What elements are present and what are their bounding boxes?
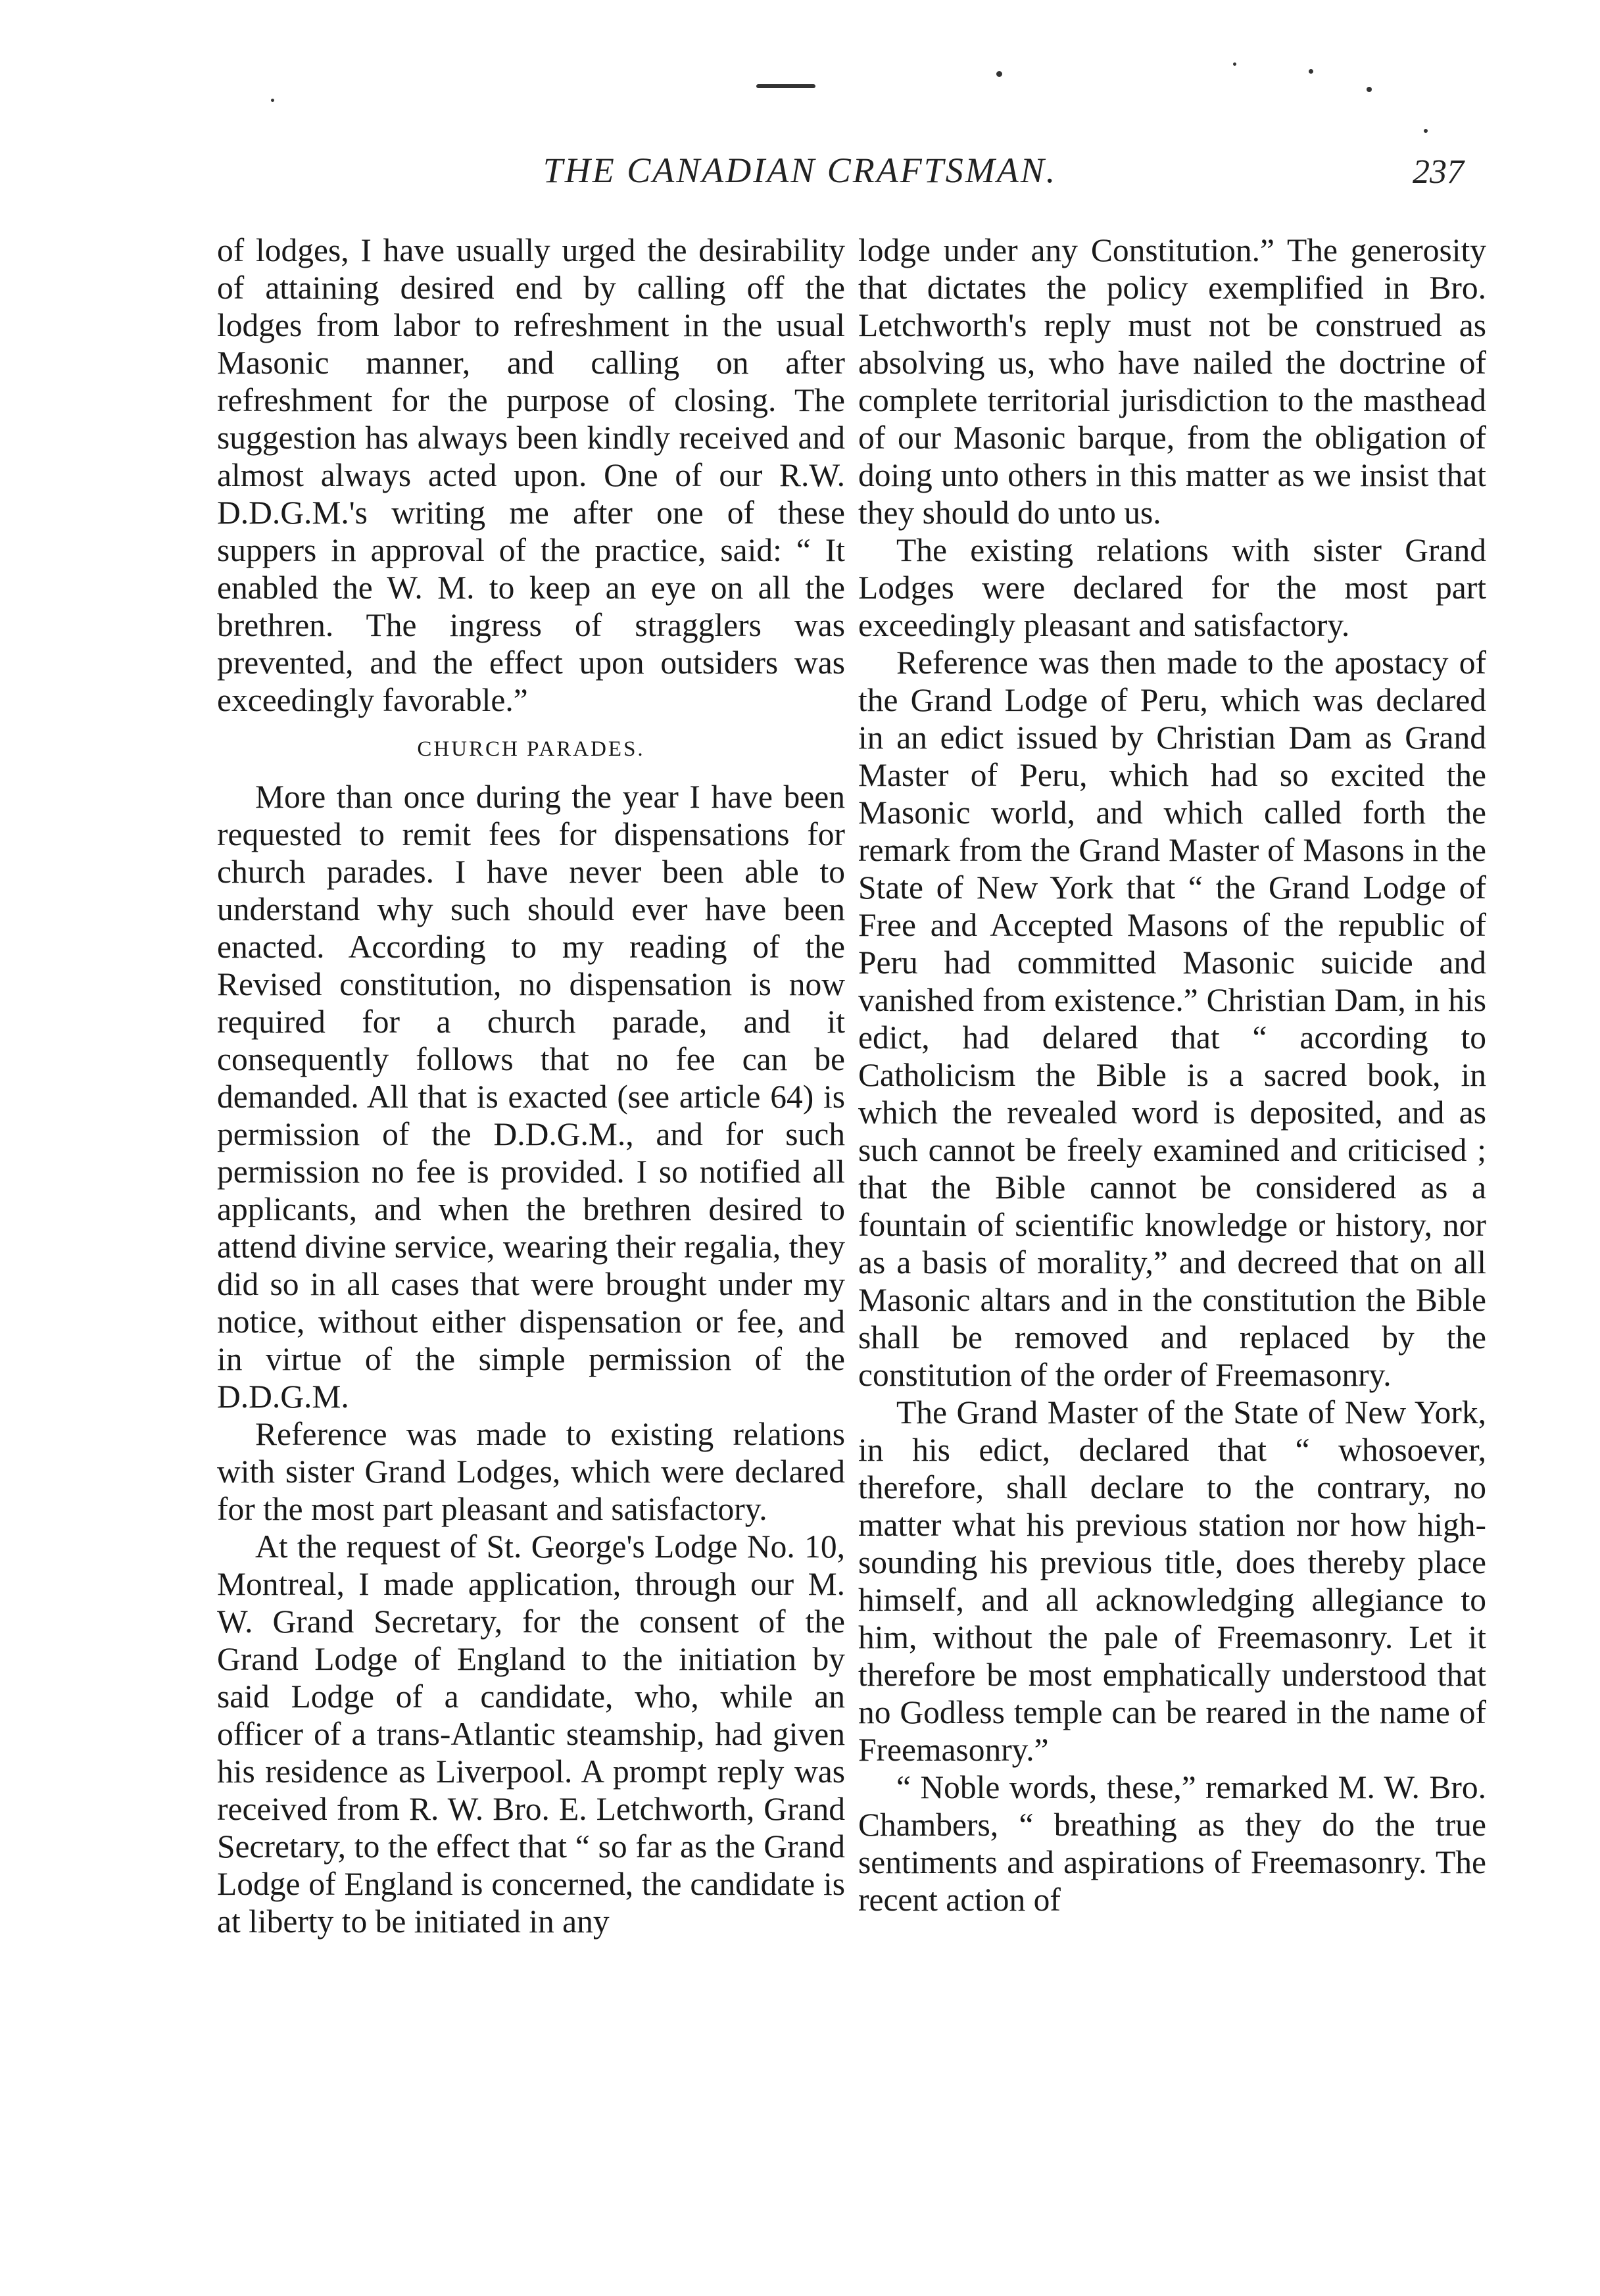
right-paragraph-5: “ Noble words, these,” remarked M. W. Bro. Chambers, “ breathing as they do the true sentiments and aspirations of Freemasonry. The recent action of xyxy=(858,1769,1486,1918)
scan-speck xyxy=(271,99,274,102)
right-column xyxy=(858,232,1486,1918)
page-number: 237 xyxy=(1413,153,1464,191)
scan-speck xyxy=(996,71,1002,77)
scan-speck xyxy=(1233,62,1236,66)
left-paragraph-1: of lodges, I have usually urged the desirability of attaining desired end by calling off the lodges from labor to refreshment in the usual Masonic manner, and calling on after refreshment for the purpose of closing. The suggestion has always been kindly received and almost always acted upon. One of our R.W. D.D.G.M.'s writing me after one of these suppers in approval of the practice, said: “ It enabled the W. M. to keep an eye on all the brethren. The ingress of stragglers was prevented, and the effect upon outsiders was exceedingly favorable.” xyxy=(217,232,845,718)
scan-speck xyxy=(1367,87,1372,92)
left-column xyxy=(217,232,845,1940)
left-paragraph-4: At the request of St. George's Lodge No. 10, Montreal, I made application, through our M. W. Grand Secretary, for the consent of the Grand Lodge of England to the initiation by said Lodge of a candidate, who, while an officer of a trans-Atlantic steamship, had given his residence as Liverpool. A prompt reply was received from R. W. Bro. E. Letchworth, Grand Secretary, to the effect that “ so far as the Grand Lodge of England is concerned, the candidate is at liberty to be initiated in any xyxy=(217,1528,845,1940)
section-heading-church-parades: CHURCH PARADES. xyxy=(417,737,645,761)
scan-speck xyxy=(1309,69,1313,74)
scan-speck xyxy=(756,84,815,88)
running-header-title: THE CANADIAN CRAFTSMAN. xyxy=(543,151,1057,190)
right-paragraph-1: lodge under any Constitution.” The generosity that dictates the policy exemplified in Bro. Letchworth's reply must not be construed as absolving us, who have nailed the doctrine of complete territorial jurisdiction to the masthead of our Masonic barque, from the obligation of doing unto others in this matter as we insist that they should do unto us. xyxy=(858,232,1486,531)
scan-speck xyxy=(1424,129,1428,133)
left-paragraph-2: More than once during the year I have been requested to remit fees for dispensations for church parades. I have never been able to understand why such should ever have been enacted. According to my reading of the Revised constitution, no dispensation is now required for a church parade, and it consequently follows that no fee can be demanded. All that is exacted (see article 64) is permission of the D.D.G.M., and for such permission no fee is provided. I so notified all applicants, and when the brethren desired to attend divine service, wearing their regalia, they did so in all cases that were brought under my notice, without either dispensation or fee, and in virtue of the simple permission of the D.D.G.M. xyxy=(217,779,845,1415)
right-paragraph-2: The existing relations with sister Grand Lodges were declared for the most part exceedingly pleasant and satisfactory. xyxy=(858,532,1486,643)
left-paragraph-3: Reference was made to existing relations with sister Grand Lodges, which were declared for the most part pleasant and satisfactory. xyxy=(217,1416,845,1527)
right-paragraph-3: Reference was then made to the apostacy of the Grand Lodge of Peru, which was declared in an edict issued by Christian Dam as Grand Master of Peru, which had so excited the Masonic world, and which called forth the remark from the Grand Master of Masons in the State of New York that “ the Grand Lodge of Free and Accepted Masons of the republic of Peru had committed Masonic suicide and vanished from existence.” Christian Dam, in his edict, had delared that “ according to Catholicism the Bible is a sacred book, in which the revealed word is deposited, and as such cannot be freely examined and criticised ; that the Bible cannot be considered as a fountain of scientific knowledge or history, nor as a basis of morality,” and decreed that on all Masonic altars and in the constitution the Bible shall be removed and replaced by the constitution of the order of Freemasonry. xyxy=(858,645,1486,1393)
right-paragraph-4: The Grand Master of the State of New York, in his edict, declared that “ whosoever, therefore, shall declare to the contrary, no matter what his previous station nor how high-sounding his previous title, does thereby place himself, and all acknowledging allegiance to him, without the pale of Freemasonry. Let it therefore be most emphatically understood that no Godless temple can be reared in the name of Freemasonry.” xyxy=(858,1394,1486,1768)
